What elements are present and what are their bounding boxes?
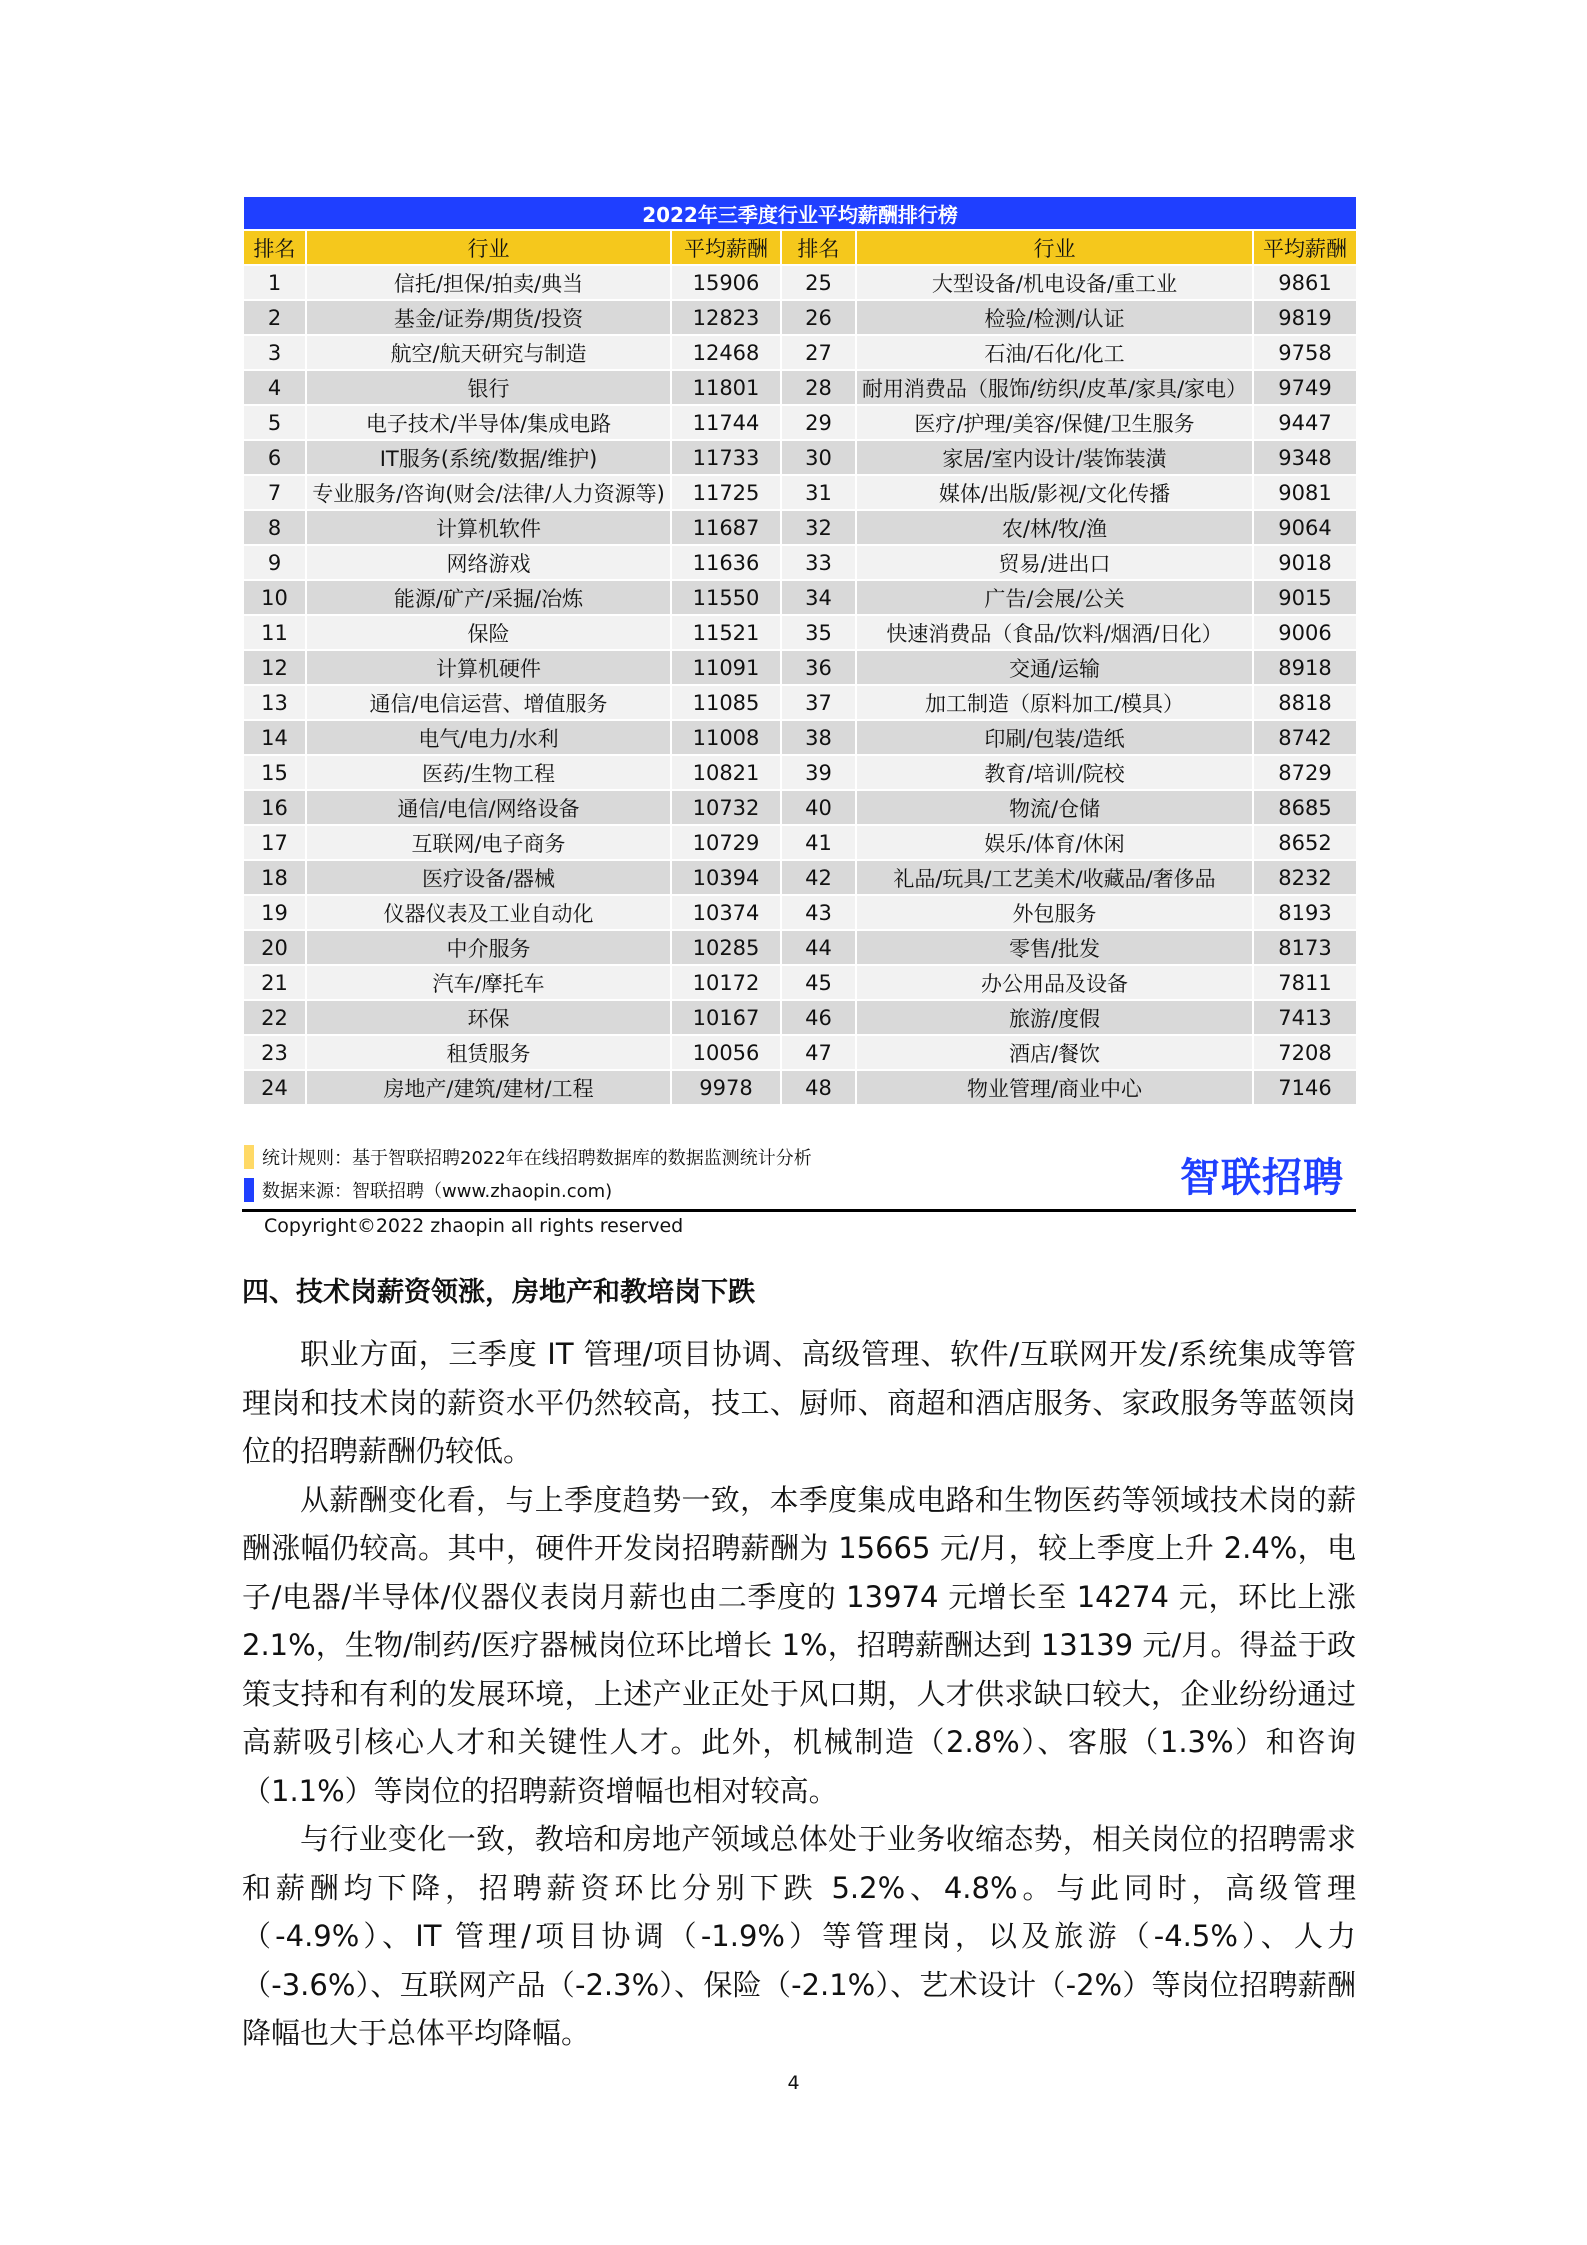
blue-marker-icon <box>244 1178 254 1202</box>
rank-cell: 31 <box>781 475 856 510</box>
rank-cell: 22 <box>243 1000 306 1035</box>
industry-cell: 医疗设备/器械 <box>306 860 671 895</box>
table-row <box>243 440 1357 475</box>
avg-salary-cell: 9348 <box>1253 440 1357 475</box>
industry-cell: 检验/检测/认证 <box>856 300 1253 335</box>
industry-cell: 交通/运输 <box>856 650 1253 685</box>
industry-cell: 通信/电信/网络设备 <box>306 790 671 825</box>
rank-cell: 11 <box>243 615 306 650</box>
column-header: 行业 <box>306 230 671 265</box>
avg-salary-cell: 8729 <box>1253 755 1357 790</box>
avg-salary-cell: 7413 <box>1253 1000 1357 1035</box>
avg-salary-cell: 11733 <box>671 440 781 475</box>
industry-cell: 教育/培训/院校 <box>856 755 1253 790</box>
industry-cell: 航空/航天研究与制造 <box>306 335 671 370</box>
rank-cell: 25 <box>781 265 856 300</box>
avg-salary-cell: 10821 <box>671 755 781 790</box>
table-row <box>243 1000 1357 1035</box>
avg-salary-cell: 10729 <box>671 825 781 860</box>
section-heading: 四、技术岗薪资领涨，房地产和教培岗下跌 <box>242 1277 755 1308</box>
rank-cell: 45 <box>781 965 856 1000</box>
avg-salary-cell: 10374 <box>671 895 781 930</box>
avg-salary-cell: 8173 <box>1253 930 1357 965</box>
rank-cell: 39 <box>781 755 856 790</box>
industry-cell: 外包服务 <box>856 895 1253 930</box>
table-row <box>243 825 1357 860</box>
table-row <box>243 580 1357 615</box>
rank-cell: 37 <box>781 685 856 720</box>
rank-cell: 14 <box>243 720 306 755</box>
avg-salary-cell: 11687 <box>671 510 781 545</box>
industry-cell: 加工制造（原料加工/模具） <box>856 685 1253 720</box>
industry-cell: 旅游/度假 <box>856 1000 1253 1035</box>
industry-cell: 酒店/餐饮 <box>856 1035 1253 1070</box>
rank-cell: 33 <box>781 545 856 580</box>
rank-cell: 35 <box>781 615 856 650</box>
industry-cell: 石油/石化/化工 <box>856 335 1253 370</box>
industry-cell: 电气/电力/水利 <box>306 720 671 755</box>
rank-cell: 41 <box>781 825 856 860</box>
avg-salary-cell: 11636 <box>671 545 781 580</box>
industry-cell: 物业管理/商业中心 <box>856 1070 1253 1105</box>
table-row <box>243 860 1357 895</box>
table-row <box>243 895 1357 930</box>
rank-cell: 1 <box>243 265 306 300</box>
industry-cell: 计算机软件 <box>306 510 671 545</box>
industry-cell: 互联网/电子商务 <box>306 825 671 860</box>
table-row <box>243 265 1357 300</box>
avg-salary-cell: 11521 <box>671 615 781 650</box>
rank-cell: 40 <box>781 790 856 825</box>
industry-cell: 电子技术/半导体/集成电路 <box>306 405 671 440</box>
avg-salary-cell: 8742 <box>1253 720 1357 755</box>
paragraph: 与行业变化一致，教培和房地产领域总体处于业务收缩态势，相关岗位的招聘需求和薪酬均下降，招聘薪资环比分别下跌 5.2%、4.8%。与此同时，高级管理（-4.9%）、IT 管理/项目协调（-1.9%）等管理岗，以及旅游（-4.5%）、人力（-3.6%）、互联网产品（-2.3%）、保险（-2.1%）、艺术设计（-2%）等岗位招聘薪酬降幅也大于总体平均降幅。 <box>242 1822 1356 2050</box>
avg-salary-cell: 10056 <box>671 1035 781 1070</box>
rank-cell: 29 <box>781 405 856 440</box>
avg-salary-cell: 7208 <box>1253 1035 1357 1070</box>
industry-cell: 广告/会展/公关 <box>856 580 1253 615</box>
avg-salary-cell: 11091 <box>671 650 781 685</box>
rank-cell: 21 <box>243 965 306 1000</box>
rank-cell: 34 <box>781 580 856 615</box>
avg-salary-cell: 11550 <box>671 580 781 615</box>
table-row <box>243 650 1357 685</box>
avg-salary-cell: 9006 <box>1253 615 1357 650</box>
rank-cell: 32 <box>781 510 856 545</box>
column-header: 排名 <box>243 230 306 265</box>
data-source-text: 数据来源：智联招聘（www.zhaopin.com) <box>262 1181 613 1202</box>
table-row <box>243 545 1357 580</box>
avg-salary-cell: 9749 <box>1253 370 1357 405</box>
industry-cell: 信托/担保/拍卖/典当 <box>306 265 671 300</box>
table-row <box>243 615 1357 650</box>
data-source-note <box>244 1177 612 1203</box>
avg-salary-cell: 9015 <box>1253 580 1357 615</box>
avg-salary-cell: 15906 <box>671 265 781 300</box>
rank-cell: 19 <box>243 895 306 930</box>
rank-cell: 27 <box>781 335 856 370</box>
copyright: Copyright©2022 zhaopin all rights reserved <box>264 1215 684 1237</box>
industry-cell: 租赁服务 <box>306 1035 671 1070</box>
rank-cell: 28 <box>781 370 856 405</box>
section-body <box>242 1330 1356 2058</box>
rank-cell: 2 <box>243 300 306 335</box>
avg-salary-cell: 9447 <box>1253 405 1357 440</box>
column-header: 平均薪酬 <box>671 230 781 265</box>
table-row <box>243 965 1357 1000</box>
industry-cell: 环保 <box>306 1000 671 1035</box>
avg-salary-cell: 7146 <box>1253 1070 1357 1105</box>
avg-salary-cell: 11725 <box>671 475 781 510</box>
rank-cell: 7 <box>243 475 306 510</box>
table-row <box>243 930 1357 965</box>
salary-ranking-table <box>242 195 1358 1106</box>
rank-cell: 47 <box>781 1035 856 1070</box>
table-row <box>243 335 1357 370</box>
industry-cell: 娱乐/体育/休闲 <box>856 825 1253 860</box>
table-title: 2022年三季度行业平均薪酬排行榜 <box>243 196 1357 230</box>
rank-cell: 46 <box>781 1000 856 1035</box>
rank-cell: 23 <box>243 1035 306 1070</box>
paragraph: 职业方面，三季度 IT 管理/项目协调、高级管理、软件/互联网开发/系统集成等管理岗和技术岗的薪资水平仍然较高，技工、厨师、商超和酒店服务、家政服务等蓝领岗位的招聘薪酬仍较低。 <box>242 1337 1356 1468</box>
industry-cell: 家居/室内设计/装饰装潢 <box>856 440 1253 475</box>
avg-salary-cell: 10285 <box>671 930 781 965</box>
avg-salary-cell: 9758 <box>1253 335 1357 370</box>
column-header: 排名 <box>781 230 856 265</box>
avg-salary-cell: 8918 <box>1253 650 1357 685</box>
industry-cell: 快速消费品（食品/饮料/烟酒/日化） <box>856 615 1253 650</box>
industry-cell: 专业服务/咨询(财会/法律/人力资源等) <box>306 475 671 510</box>
avg-salary-cell: 9064 <box>1253 510 1357 545</box>
industry-cell: 房地产/建筑/建材/工程 <box>306 1070 671 1105</box>
rank-cell: 16 <box>243 790 306 825</box>
industry-cell: 仪器仪表及工业自动化 <box>306 895 671 930</box>
avg-salary-cell: 12823 <box>671 300 781 335</box>
avg-salary-cell: 9081 <box>1253 475 1357 510</box>
industry-cell: 能源/矿产/采掘/冶炼 <box>306 580 671 615</box>
avg-salary-cell: 8232 <box>1253 860 1357 895</box>
industry-cell: 耐用消费品（服饰/纺织/皮革/家具/家电） <box>856 370 1253 405</box>
industry-cell: 汽车/摩托车 <box>306 965 671 1000</box>
avg-salary-cell: 9819 <box>1253 300 1357 335</box>
rank-cell: 24 <box>243 1070 306 1105</box>
rank-cell: 36 <box>781 650 856 685</box>
industry-cell: IT服务(系统/数据/维护) <box>306 440 671 475</box>
table-row <box>243 405 1357 440</box>
table-row <box>243 1070 1357 1105</box>
avg-salary-cell: 11801 <box>671 370 781 405</box>
industry-cell: 计算机硬件 <box>306 650 671 685</box>
yellow-marker-icon <box>244 1145 254 1169</box>
stat-rule-note <box>244 1144 812 1170</box>
industry-cell: 医药/生物工程 <box>306 755 671 790</box>
table-row <box>243 475 1357 510</box>
rank-cell: 42 <box>781 860 856 895</box>
industry-cell: 印刷/包装/造纸 <box>856 720 1253 755</box>
avg-salary-cell: 11085 <box>671 685 781 720</box>
avg-salary-cell: 12468 <box>671 335 781 370</box>
zhaopin-logo: 智联招聘 <box>1180 1155 1344 1201</box>
industry-cell: 零售/批发 <box>856 930 1253 965</box>
avg-salary-cell: 10732 <box>671 790 781 825</box>
rank-cell: 48 <box>781 1070 856 1105</box>
table-row <box>243 370 1357 405</box>
rank-cell: 18 <box>243 860 306 895</box>
rank-cell: 12 <box>243 650 306 685</box>
industry-cell: 礼品/玩具/工艺美术/收藏品/奢侈品 <box>856 860 1253 895</box>
avg-salary-cell: 7811 <box>1253 965 1357 1000</box>
avg-salary-cell: 11744 <box>671 405 781 440</box>
rank-cell: 15 <box>243 755 306 790</box>
table-row <box>243 1035 1357 1070</box>
avg-salary-cell: 9018 <box>1253 545 1357 580</box>
rank-cell: 26 <box>781 300 856 335</box>
industry-cell: 网络游戏 <box>306 545 671 580</box>
rank-cell: 10 <box>243 580 306 615</box>
table-row <box>243 510 1357 545</box>
page-number: 4 <box>787 2072 800 2094</box>
industry-cell: 医疗/护理/美容/保健/卫生服务 <box>856 405 1253 440</box>
rank-cell: 13 <box>243 685 306 720</box>
industry-cell: 媒体/出版/影视/文化传播 <box>856 475 1253 510</box>
rank-cell: 44 <box>781 930 856 965</box>
avg-salary-cell: 8652 <box>1253 825 1357 860</box>
rank-cell: 38 <box>781 720 856 755</box>
avg-salary-cell: 10167 <box>671 1000 781 1035</box>
industry-cell: 银行 <box>306 370 671 405</box>
industry-cell: 基金/证券/期货/投资 <box>306 300 671 335</box>
rank-cell: 30 <box>781 440 856 475</box>
divider <box>242 1209 1356 1212</box>
industry-cell: 通信/电信运营、增值服务 <box>306 685 671 720</box>
industry-cell: 办公用品及设备 <box>856 965 1253 1000</box>
table-row <box>243 755 1357 790</box>
industry-cell: 贸易/进出口 <box>856 545 1253 580</box>
stat-rule-text: 统计规则：基于智联招聘2022年在线招聘数据库的数据监测统计分析 <box>262 1148 812 1169</box>
rank-cell: 3 <box>243 335 306 370</box>
rank-cell: 6 <box>243 440 306 475</box>
avg-salary-cell: 8818 <box>1253 685 1357 720</box>
table-row <box>243 300 1357 335</box>
avg-salary-cell: 10394 <box>671 860 781 895</box>
column-header: 平均薪酬 <box>1253 230 1357 265</box>
rank-cell: 20 <box>243 930 306 965</box>
rank-cell: 8 <box>243 510 306 545</box>
table-row <box>243 790 1357 825</box>
avg-salary-cell: 9978 <box>671 1070 781 1105</box>
avg-salary-cell: 8193 <box>1253 895 1357 930</box>
rank-cell: 4 <box>243 370 306 405</box>
avg-salary-cell: 8685 <box>1253 790 1357 825</box>
industry-cell: 保险 <box>306 615 671 650</box>
industry-cell: 中介服务 <box>306 930 671 965</box>
rank-cell: 9 <box>243 545 306 580</box>
rank-cell: 17 <box>243 825 306 860</box>
industry-cell: 物流/仓储 <box>856 790 1253 825</box>
industry-cell: 农/林/牧/渔 <box>856 510 1253 545</box>
avg-salary-cell: 9861 <box>1253 265 1357 300</box>
industry-cell: 大型设备/机电设备/重工业 <box>856 265 1253 300</box>
rank-cell: 43 <box>781 895 856 930</box>
table-row <box>243 720 1357 755</box>
avg-salary-cell: 10172 <box>671 965 781 1000</box>
table-row <box>243 685 1357 720</box>
avg-salary-cell: 11008 <box>671 720 781 755</box>
rank-cell: 5 <box>243 405 306 440</box>
paragraph: 从薪酬变化看，与上季度趋势一致，本季度集成电路和生物医药等领域技术岗的薪酬涨幅仍较高。其中，硬件开发岗招聘薪酬为 15665 元/月，较上季度上升 2.4%，电子/电器/半导体/仪器仪表岗月薪也由二季度的 13974 元增长至 14274 元，环比上涨 2.1%，生物/制药/医疗器械岗位环比增长 1%，招聘薪酬达到 13139 元/月。得益于政策支持和有利的发展环境，上述产业正处于风口期，人才供求缺口较大，企业纷纷通过高薪吸引核心人才和关键性人才。此外，机械制造（2.8%）、客服（1.3%）和咨询（1.1%）等岗位的招聘薪资增幅也相对较高。 <box>242 1482 1356 1808</box>
column-header: 行业 <box>856 230 1253 265</box>
